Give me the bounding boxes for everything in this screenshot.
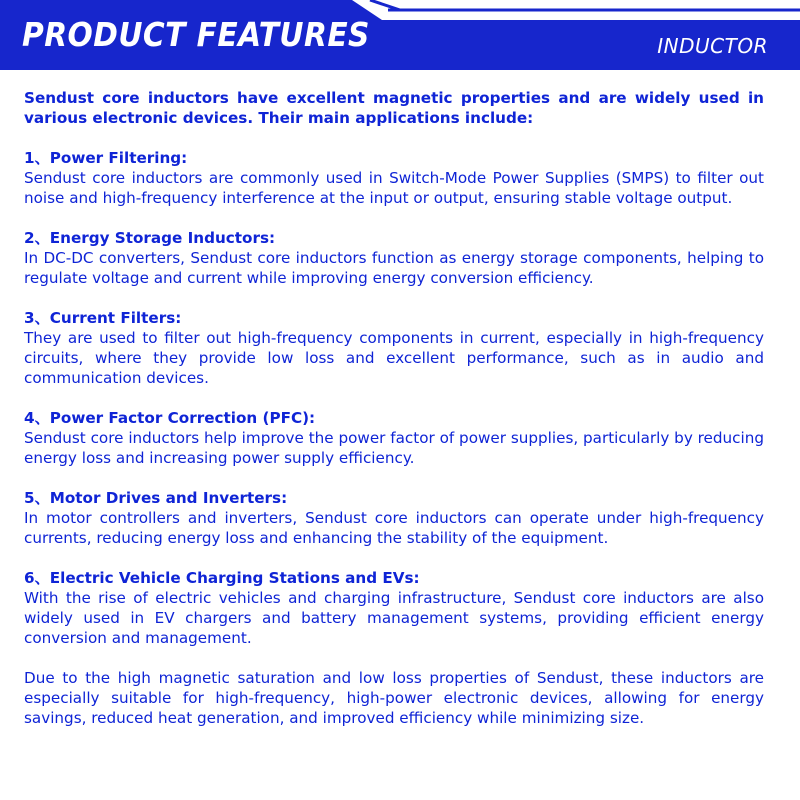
page-title: PRODUCT FEATURES	[22, 15, 370, 54]
section-heading: 6、Electric Vehicle Charging Stations and EVs:	[24, 569, 420, 587]
section-current-filters	[24, 308, 764, 388]
header-banner	[0, 0, 800, 70]
section-body: Sendust core inductors are commonly used in Switch-Mode Power Supplies (SMPS) to filter out noise and high-frequency interference at the input or output, ensuring stable voltage output.	[24, 169, 764, 207]
section-heading: 3、Current Filters:	[24, 309, 182, 327]
section-pfc	[24, 408, 764, 468]
section-heading: 5、Motor Drives and Inverters:	[24, 489, 288, 507]
section-heading: 1、Power Filtering:	[24, 149, 188, 167]
section-body: Sendust core inductors help improve the power factor of power supplies, particularly by reducing energy loss and increasing power supply efficiency.	[24, 429, 764, 467]
section-body: They are used to filter out high-frequency components in current, especially in high-frequency circuits, where they provide low loss and excellent performance, such as in audio and communication devices.	[24, 329, 764, 387]
intro-paragraph: Sendust core inductors have excellent magnetic properties and are widely used in various electronic devices. Their main applications include:	[24, 89, 764, 127]
section-heading: 2、Energy Storage Inductors:	[24, 229, 276, 247]
section-heading: 4、Power Factor Correction (PFC):	[24, 409, 316, 427]
section-power-filtering	[24, 148, 764, 208]
section-energy-storage	[24, 228, 764, 288]
section-body: With the rise of electric vehicles and charging infrastructure, Sendust core inductors are also widely used in EV chargers and battery management systems, providing efficient energy conversion and management.	[24, 589, 764, 647]
page-subtitle: INDUCTOR	[657, 34, 768, 58]
section-body: In motor controllers and inverters, Sendust core inductors can operate under high-frequency currents, reducing energy loss and enhancing the stability of the equipment.	[24, 509, 764, 547]
content-body	[24, 88, 764, 743]
summary-paragraph: Due to the high magnetic saturation and low loss properties of Sendust, these inductors are especially suitable for high-frequency, high-power electronic devices, allowing for energy savings, reduced heat generation, and improved efficiency while minimizing size.	[24, 669, 764, 727]
section-ev-charging	[24, 568, 764, 648]
section-body: In DC-DC converters, Sendust core inductors function as energy storage components, helping to regulate voltage and current while improving energy conversion efficiency.	[24, 249, 764, 287]
section-motor-drives	[24, 488, 764, 548]
